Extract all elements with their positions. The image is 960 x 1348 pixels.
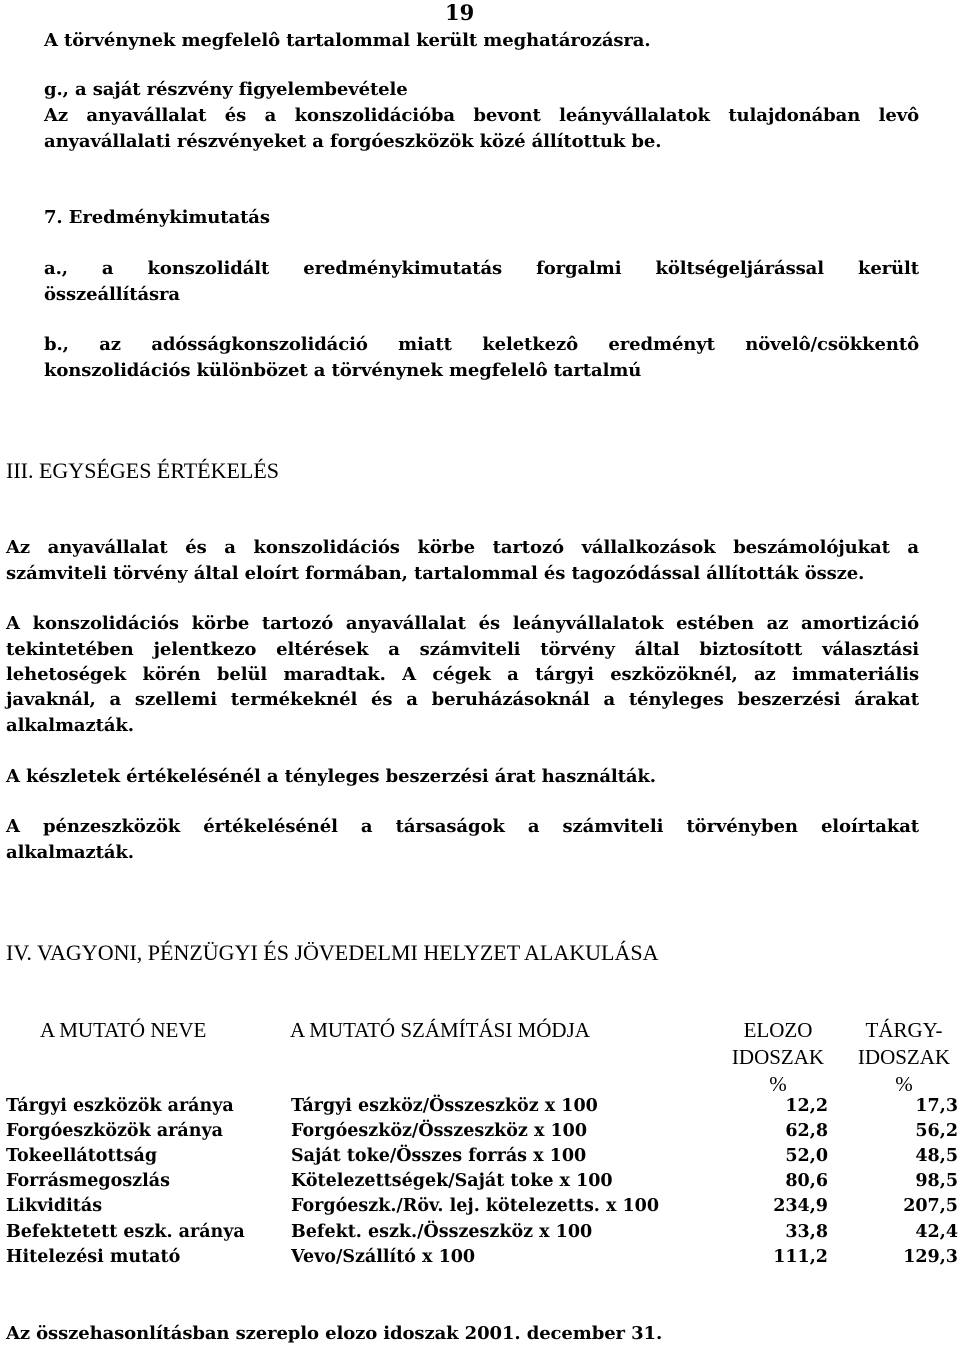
- row-prev: 12,2: [785, 1096, 828, 1116]
- header-curr: [844, 1017, 960, 1098]
- section-4-title: IV. VAGYONI, PÉNZÜGYI ÉS JÖVEDELMI HELYZET ALAKULÁSA: [6, 940, 659, 965]
- row-method: Forgóeszk./Röv. lej. kötelezetts. x 100: [291, 1196, 660, 1216]
- section-g-line-1: Az anyavállalat és a konszolidációba bevont leányvállalatok tulajdonában levô: [44, 105, 919, 126]
- row-prev: 62,8: [785, 1121, 828, 1141]
- row-curr: 207,5: [903, 1196, 958, 1216]
- para2-line-1: A konszolidációs körbe tartozó anyavállalat és leányvállalatok estében az amortizáció: [6, 613, 919, 634]
- header-curr-2: IDOSZAK: [857, 1045, 951, 1069]
- row-name: Tokeellátottság: [6, 1146, 158, 1166]
- row-prev: 80,6: [785, 1171, 828, 1191]
- row-curr: 48,5: [915, 1146, 958, 1166]
- header-method: A MUTATÓ SZÁMÍTÁSI MÓDJA: [290, 1018, 590, 1042]
- page-number: 19: [445, 0, 475, 25]
- row-prev: 52,0: [785, 1146, 828, 1166]
- para4-line-1: A pénzeszközök értékelésénél a társaságok a számviteli törvényben eloírtakat: [6, 816, 919, 837]
- footnote: Az összehasonlításban szereplo elozo idoszak 2001. december 31.: [6, 1323, 663, 1344]
- row-prev: 33,8: [785, 1222, 828, 1242]
- row-curr: 98,5: [915, 1171, 958, 1191]
- row-curr: 56,2: [915, 1121, 958, 1141]
- row-name: Hitelezési mutató: [6, 1247, 181, 1267]
- header-curr-3: %: [895, 1072, 913, 1096]
- section-7-title: 7. Eredménykimutatás: [44, 207, 270, 228]
- row-curr: 42,4: [915, 1222, 958, 1242]
- header-curr-1: TÁRGY-: [865, 1018, 943, 1042]
- section-7-a-line-1: a., a konszolidált eredménykimutatás forgalmi költségeljárással került: [44, 258, 919, 279]
- row-method: Vevo/Szállító x 100: [291, 1247, 476, 1267]
- para2-line-2: tekintetében jelentkezo eltérések a számviteli törvény által biztosított választási: [6, 639, 919, 660]
- table-row: [6, 1144, 958, 1169]
- row-prev: 234,9: [773, 1196, 828, 1216]
- section-g-line-2: anyavállalati részvényeket a forgóeszközök közé állítottuk be.: [44, 131, 662, 152]
- header-prev: [718, 1017, 838, 1098]
- row-prev: 111,2: [773, 1247, 828, 1267]
- table-row: [6, 1119, 958, 1144]
- row-name: Forrásmegoszlás: [6, 1171, 170, 1191]
- row-curr: 129,3: [903, 1247, 958, 1267]
- header-prev-1: ELOZO: [743, 1018, 813, 1042]
- row-name: Tárgyi eszközök aránya: [6, 1096, 234, 1116]
- para2-line-3: lehetoségek körén belül maradtak. A cégek a tárgyi eszközöknél, az immateriális: [6, 664, 919, 685]
- para1-line-1: Az anyavállalat és a konszolidációs körbe tartozó vállalkozások beszámolójukat a: [6, 537, 919, 558]
- row-name: Befektetett eszk. aránya: [6, 1222, 245, 1242]
- para2-line-5: alkalmazták.: [6, 715, 134, 736]
- row-method: Forgóeszköz/Összeszköz x 100: [291, 1121, 588, 1141]
- para3: A készletek értékelésénél a tényleges beszerzési árat használták.: [6, 766, 656, 787]
- section-3-title: III. EGYSÉGES ÉRTÉKELÉS: [6, 458, 280, 483]
- section-7-b-line-1: b., az adósságkonszolidáció miatt keletkezô eredményt növelô/csökkentô: [44, 334, 919, 355]
- row-name: Likviditás: [6, 1196, 103, 1216]
- section-7-b-line-2: konszolidációs különbözet a törvénynek megfelelô tartalmú: [44, 360, 642, 381]
- row-method: Saját toke/Összes forrás x 100: [291, 1146, 587, 1166]
- header-prev-2: IDOSZAK: [731, 1045, 825, 1069]
- row-method: Befekt. eszk./Összeszköz x 100: [291, 1222, 593, 1242]
- row-method: Tárgyi eszköz/Összeszköz x 100: [291, 1096, 598, 1116]
- table-row: [6, 1169, 958, 1194]
- header-name: A MUTATÓ NEVE: [40, 1018, 207, 1042]
- row-method: Kötelezettségek/Saját toke x 100: [291, 1171, 613, 1191]
- row-curr: 17,3: [915, 1096, 958, 1116]
- table-row: [6, 1245, 958, 1270]
- para1-line-2: számviteli törvény által eloírt formában, tartalommal és tagozódással állították össze.: [6, 563, 865, 584]
- section-7-a-line-2: összeállításra: [44, 284, 180, 305]
- table-row: [6, 1094, 958, 1119]
- para4-line-2: alkalmazták.: [6, 842, 134, 863]
- row-name: Forgóeszközök aránya: [6, 1121, 223, 1141]
- intro-line: A törvénynek megfelelô tartalommal került meghatározásra.: [44, 30, 651, 51]
- header-prev-3: %: [769, 1072, 787, 1096]
- table-row: [6, 1220, 958, 1245]
- table-row: [6, 1194, 958, 1219]
- para2-line-4: javaknál, a szellemi termékeknél és a beruházásoknál a tényleges beszerzési árakat: [6, 689, 919, 710]
- section-g-title: g., a saját részvény figyelembevétele: [44, 79, 408, 100]
